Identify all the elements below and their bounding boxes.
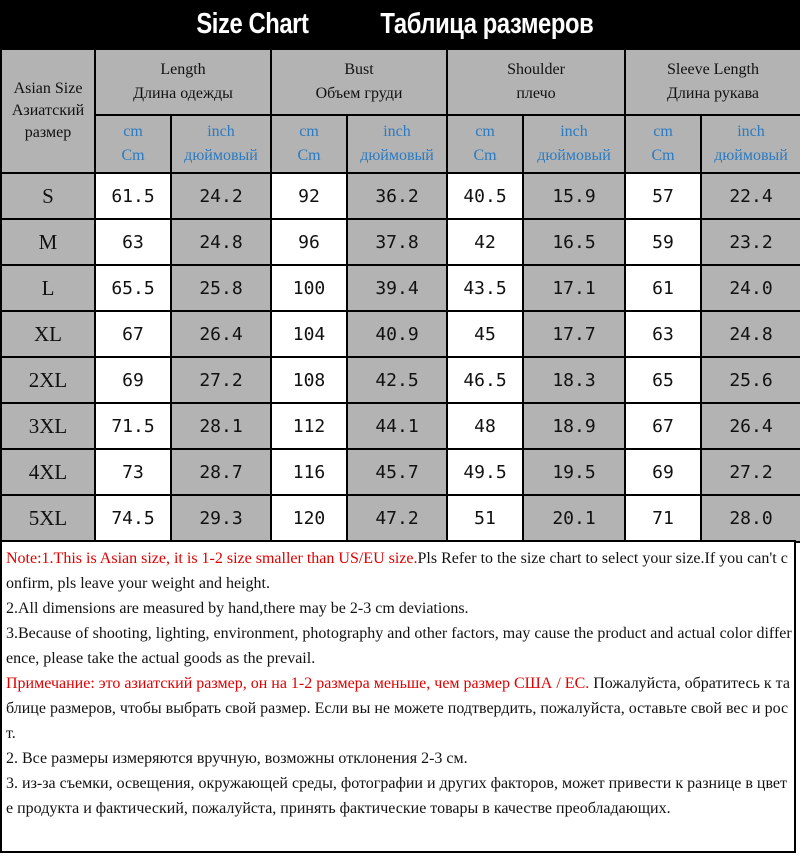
asian-size-header-ru-1: Азиатский (11, 102, 85, 119)
title-bar (0, 0, 800, 48)
measurement-cell (347, 265, 447, 311)
size-cell (1, 403, 95, 449)
measurement-cell (271, 219, 347, 265)
asian-size-header-en: Asian Size (13, 80, 83, 97)
unit-inch-label-2: дюймовый (537, 147, 611, 164)
measurement-cell (95, 495, 171, 542)
measurement-value: 71.5 (111, 415, 155, 437)
measurement-cell (171, 173, 271, 219)
measurement-cell (523, 219, 625, 265)
size-label: 4XL (28, 459, 68, 484)
measurement-value: 45.7 (375, 461, 419, 483)
measurement-value: 67 (652, 415, 674, 437)
note-ru-1-rest: Пожалуйста, обратитесь к таблице размеров, чтобы выбрать свой размер. Если вы не можете подтвердить, пожалуйста, оставьте свой вес и рост. (6, 675, 790, 742)
measurement-value: 61.5 (111, 185, 155, 207)
unit-cm-label-2: Cm (297, 147, 321, 164)
size-cell (1, 173, 95, 219)
measurement-value: 22.4 (729, 185, 773, 207)
measurement-cell (271, 265, 347, 311)
size-cell (1, 449, 95, 495)
measurement-cell (95, 357, 171, 403)
measurement-value: 69 (122, 369, 144, 391)
unit-inch-label-2: дюймовый (184, 147, 258, 164)
measurement-cell (95, 311, 171, 357)
measurement-value: 27.2 (199, 369, 243, 391)
note-ru-2: 2. Все размеры измеряются вручную, возможны отклонения 2-3 см. (6, 750, 468, 767)
note-en-2: 2.All dimensions are measured by hand,there may be 2-3 cm deviations. (6, 600, 469, 617)
measurement-cell (523, 357, 625, 403)
measurement-value: 17.1 (552, 277, 596, 299)
measurement-cell (447, 403, 523, 449)
measurement-cell (447, 495, 523, 542)
size-cell (1, 219, 95, 265)
note-ru-3: 3. из-за съемки, освещения, окружающей среды, фотографии и других факторов, может привести к разнице в цвете продукта и фактический, пожалуйста, принять фактические товары в качестве преобладающих. (6, 775, 788, 817)
unit-cm-label: cm (299, 123, 319, 140)
measurement-value: 46.5 (463, 369, 507, 391)
measurement-cell (523, 449, 625, 495)
unit-cm-cell (625, 115, 701, 173)
size-row (1, 495, 800, 542)
measurement-cell (271, 403, 347, 449)
measurement-value: 100 (292, 277, 326, 299)
measurement-value: 59 (652, 231, 674, 253)
size-cell (1, 357, 95, 403)
measurement-cell (271, 357, 347, 403)
measurement-cell (271, 449, 347, 495)
note-ru-1-warning: Примечание: это азиатский размер, он на 1-2 размера меньше, чем размер США / ЕС. (6, 675, 590, 692)
size-label: XL (34, 321, 62, 346)
measurement-value: 73 (122, 461, 144, 483)
unit-cm-label-2: Cm (473, 147, 497, 164)
measurement-cell (171, 219, 271, 265)
measurement-cell (701, 219, 800, 265)
measurement-cell (171, 357, 271, 403)
unit-cm-cell (447, 115, 523, 173)
measurement-value: 24.8 (199, 231, 243, 253)
length-header (95, 49, 271, 115)
length-header-ru: Длина одежды (133, 85, 233, 102)
size-cell (1, 311, 95, 357)
measurement-value: 63 (652, 323, 674, 345)
size-label: 3XL (28, 413, 68, 438)
measurement-value: 16.5 (552, 231, 596, 253)
shoulder-header-ru: плечо (516, 85, 556, 102)
measurement-value: 25.6 (729, 369, 773, 391)
notes-panel (0, 540, 796, 853)
unit-inch-label: inch (560, 123, 588, 140)
unit-inch-label: inch (383, 123, 411, 140)
measurement-value: 24.2 (199, 185, 243, 207)
measurement-cell (701, 311, 800, 357)
size-label: S (42, 183, 54, 208)
measurement-value: 17.7 (552, 323, 596, 345)
measurement-value: 69 (652, 461, 674, 483)
size-row (1, 449, 800, 495)
measurement-cell (625, 265, 701, 311)
unit-inch-label-2: дюймовый (714, 147, 788, 164)
sleeve-length-header-ru: Длина рукава (667, 85, 760, 102)
measurement-cell (347, 449, 447, 495)
unit-inch-cell (347, 115, 447, 173)
note-en-1-rest: Pls Refer to the size chart to select your size.If you can't confirm, pls leave your weight and height. (6, 550, 788, 592)
measurement-value: 40.5 (463, 185, 507, 207)
measurement-value: 45 (474, 323, 496, 345)
size-table (0, 48, 800, 543)
asian-size-header-ru-2: размер (24, 124, 72, 141)
unit-cm-cell (271, 115, 347, 173)
measurement-cell (523, 173, 625, 219)
measurement-value: 42.5 (375, 369, 419, 391)
title-russian: Таблица размеров (379, 7, 593, 40)
unit-cm-label: cm (475, 123, 495, 140)
measurement-value: 51 (474, 508, 496, 529)
measurement-value: 43.5 (463, 277, 507, 299)
measurement-value: 57 (652, 185, 674, 207)
bust-header-ru: Объем груди (315, 85, 403, 102)
measurement-value: 63 (122, 231, 144, 253)
measurement-cell (701, 173, 800, 219)
measurement-value: 65.5 (111, 277, 155, 299)
measurement-cell (95, 449, 171, 495)
measurement-cell (347, 403, 447, 449)
measurement-value: 28.1 (199, 415, 243, 437)
measurement-value: 27.2 (729, 461, 773, 483)
measurement-cell (701, 449, 800, 495)
measurement-value: 23.2 (729, 231, 773, 253)
measurement-cell (271, 311, 347, 357)
measurement-value: 40.9 (375, 323, 419, 345)
measurement-value: 116 (292, 461, 326, 483)
measurement-value: 26.4 (729, 415, 773, 437)
measurement-value: 24.8 (729, 323, 773, 345)
size-label: L (41, 275, 55, 300)
bust-header-en: Bust (344, 61, 374, 78)
measurement-cell (447, 173, 523, 219)
measurement-value: 36.2 (375, 185, 419, 207)
measurement-value: 42 (474, 231, 496, 253)
title-english: Size Chart (196, 7, 309, 40)
measurement-value: 74.5 (111, 508, 155, 529)
measurement-cell (447, 357, 523, 403)
note-en-1-warning: Note:1.This is Asian size, it is 1-2 size smaller than US/EU size. (6, 550, 418, 567)
measurement-value: 18.9 (552, 415, 596, 437)
measurement-value: 19.5 (552, 461, 596, 483)
size-row (1, 265, 800, 311)
measurement-cell (625, 173, 701, 219)
measurement-cell (701, 357, 800, 403)
measurement-value: 104 (292, 323, 326, 345)
size-row (1, 357, 800, 403)
unit-inch-cell (701, 115, 800, 173)
measurement-cell (447, 265, 523, 311)
measurement-cell (447, 449, 523, 495)
measurement-value: 26.4 (199, 323, 243, 345)
size-label: 5XL (28, 506, 68, 530)
measurement-cell (95, 403, 171, 449)
measurement-cell (701, 495, 800, 542)
measurement-value: 20.1 (552, 508, 596, 529)
measurement-cell (271, 495, 347, 542)
measurement-cell (171, 495, 271, 542)
unit-row (1, 115, 800, 173)
measurement-cell (347, 495, 447, 542)
unit-inch-cell (523, 115, 625, 173)
measurement-value: 39.4 (375, 277, 419, 299)
sleeve-length-header-en: Sleeve Length (667, 61, 759, 78)
measurement-cell (171, 449, 271, 495)
measurement-value: 92 (298, 185, 320, 207)
measurement-cell (625, 403, 701, 449)
measurement-value: 67 (122, 323, 144, 345)
size-row (1, 173, 800, 219)
unit-cm-cell (95, 115, 171, 173)
measurement-cell (625, 449, 701, 495)
size-row (1, 403, 800, 449)
unit-inch-label: inch (207, 123, 235, 140)
measurement-cell (171, 265, 271, 311)
note-en-3: 3.Because of shooting, lighting, environment, photography and other factors, may cause the product and actual color difference, please take the actual goods as the prevail. (6, 625, 792, 667)
shoulder-header (447, 49, 625, 115)
size-label: M (38, 229, 58, 254)
measurement-cell (701, 403, 800, 449)
measurement-cell (95, 265, 171, 311)
unit-inch-label-2: дюймовый (360, 147, 434, 164)
measurement-value: 96 (298, 231, 320, 253)
measurement-value: 28.0 (729, 508, 773, 529)
measurement-cell (347, 219, 447, 265)
measurement-value: 65 (652, 369, 674, 391)
measurement-cell (523, 311, 625, 357)
measurement-cell (447, 219, 523, 265)
unit-cm-label: cm (653, 123, 673, 140)
unit-cm-label-2: Cm (651, 147, 675, 164)
measurement-value: 15.9 (552, 185, 596, 207)
measurement-value: 120 (292, 508, 326, 529)
measurement-cell (347, 311, 447, 357)
measurement-cell (347, 173, 447, 219)
measurement-value: 18.3 (552, 369, 596, 391)
measurement-value: 28.7 (199, 461, 243, 483)
size-cell (1, 495, 95, 542)
measurement-cell (171, 311, 271, 357)
length-header-en: Length (160, 61, 206, 78)
asian-size-header (1, 49, 95, 173)
measurement-cell (171, 403, 271, 449)
measurement-cell (625, 311, 701, 357)
measurement-cell (95, 219, 171, 265)
measurement-cell (625, 357, 701, 403)
measurement-cell (523, 265, 625, 311)
measurement-cell (625, 219, 701, 265)
measurement-cell (347, 357, 447, 403)
measurement-value: 48 (474, 415, 496, 437)
bust-header (271, 49, 447, 115)
unit-inch-label: inch (737, 123, 765, 140)
size-row (1, 311, 800, 357)
measurement-cell (447, 311, 523, 357)
measurement-value: 47.2 (375, 508, 419, 529)
measurement-value: 112 (292, 415, 326, 437)
measurement-value: 49.5 (463, 461, 507, 483)
sleeve-length-header (625, 49, 800, 115)
measurement-value: 24.0 (729, 277, 773, 299)
measurement-value: 29.3 (199, 508, 243, 529)
shoulder-header-en: Shoulder (507, 61, 565, 78)
measurement-cell (95, 173, 171, 219)
measurement-value: 71 (652, 508, 674, 529)
size-label: 2XL (28, 367, 68, 392)
measurement-cell (701, 265, 800, 311)
measurement-value: 44.1 (375, 415, 419, 437)
measurement-value: 25.8 (199, 277, 243, 299)
measurement-cell (271, 173, 347, 219)
measurement-cell (625, 495, 701, 542)
unit-inch-cell (171, 115, 271, 173)
unit-cm-label: cm (123, 123, 143, 140)
size-cell (1, 265, 95, 311)
measurement-value: 37.8 (375, 231, 419, 253)
unit-cm-label-2: Cm (121, 147, 145, 164)
size-row (1, 219, 800, 265)
measurement-value: 61 (652, 277, 674, 299)
measurement-cell (523, 495, 625, 542)
size-rows (1, 173, 800, 542)
measurement-value: 108 (292, 369, 326, 391)
measurement-cell (523, 403, 625, 449)
